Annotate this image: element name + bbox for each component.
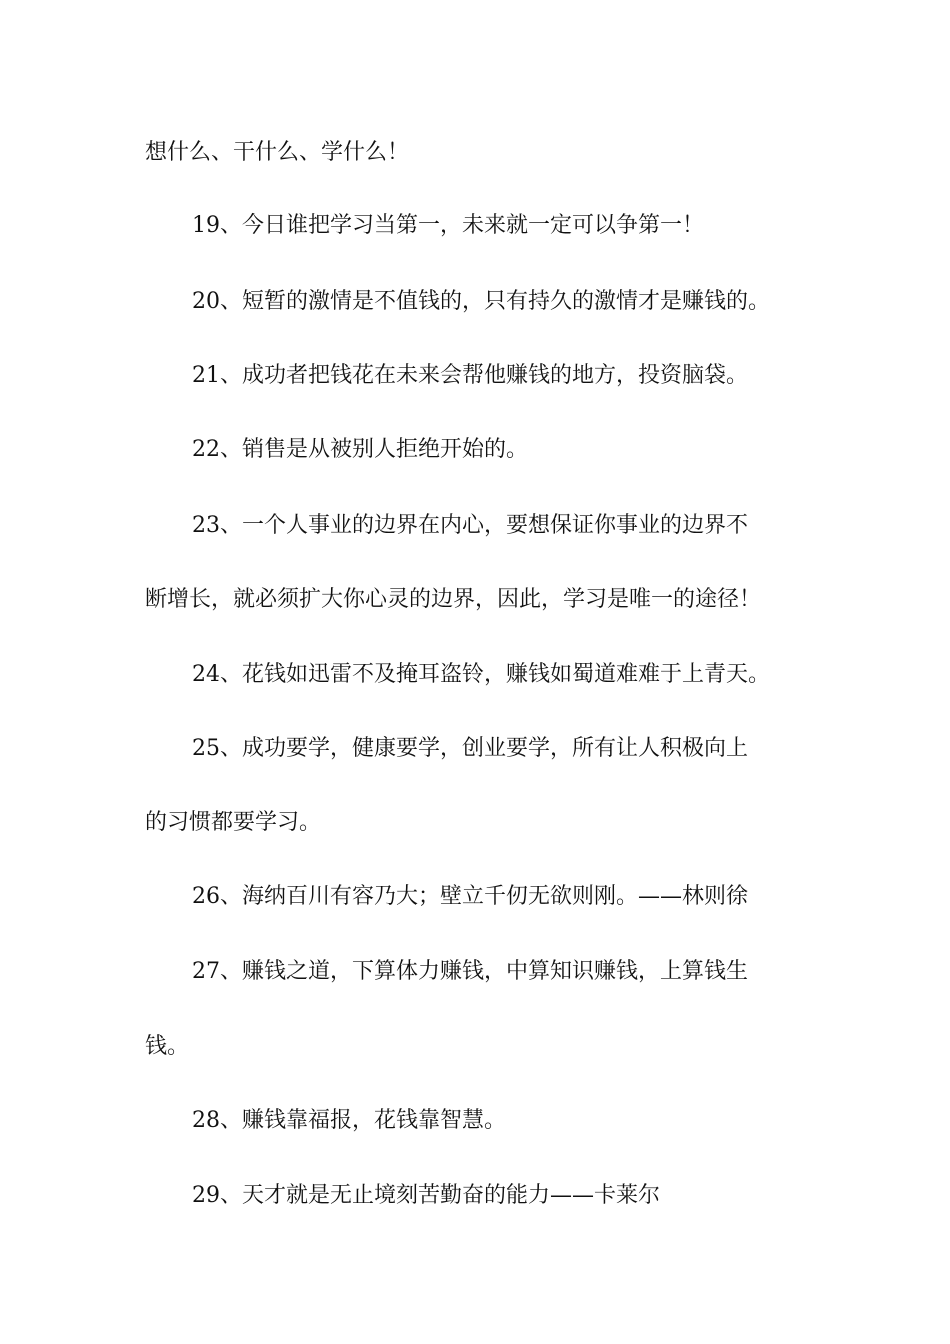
quote-27-continued: 钱。 — [145, 1034, 190, 1059]
quote-27: 27、赚钱之道，下算体力赚钱，中算知识赚钱，上算钱生 — [192, 959, 748, 984]
quote-22: 22、销售是从被别人拒绝开始的。 — [192, 437, 528, 462]
quote-21: 21、成功者把钱花在未来会帮他赚钱的地方，投资脑袋。 — [192, 363, 748, 388]
quote-23: 23、一个人事业的边界在内心，要想保证你事业的边界不 — [192, 513, 748, 538]
quote-29: 29、天才就是无止境刻苦勤奋的能力——卡莱尔 — [192, 1183, 660, 1208]
quote-25-continued: 的习惯都要学习。 — [145, 810, 322, 835]
quote-19: 19、今日谁把学习当第一，未来就一定可以争第一！ — [192, 213, 704, 238]
quote-24: 24、花钱如迅雷不及掩耳盗铃，赚钱如蜀道难难于上青天。 — [192, 662, 770, 687]
quote-25: 25、成功要学，健康要学，创业要学，所有让人积极向上 — [192, 736, 748, 761]
quote-26: 26、海纳百川有容乃大；壁立千仞无欲则刚。——林则徐 — [192, 884, 748, 909]
text-line: 想什么、干什么、学什么！ — [145, 140, 410, 165]
quote-28: 28、赚钱靠福报，花钱靠智慧。 — [192, 1108, 506, 1133]
quote-20: 20、短暂的激情是不值钱的，只有持久的激情才是赚钱的。 — [192, 289, 770, 314]
quote-23-continued: 断增长，就必须扩大你心灵的边界，因此，学习是唯一的途径！ — [145, 587, 762, 612]
